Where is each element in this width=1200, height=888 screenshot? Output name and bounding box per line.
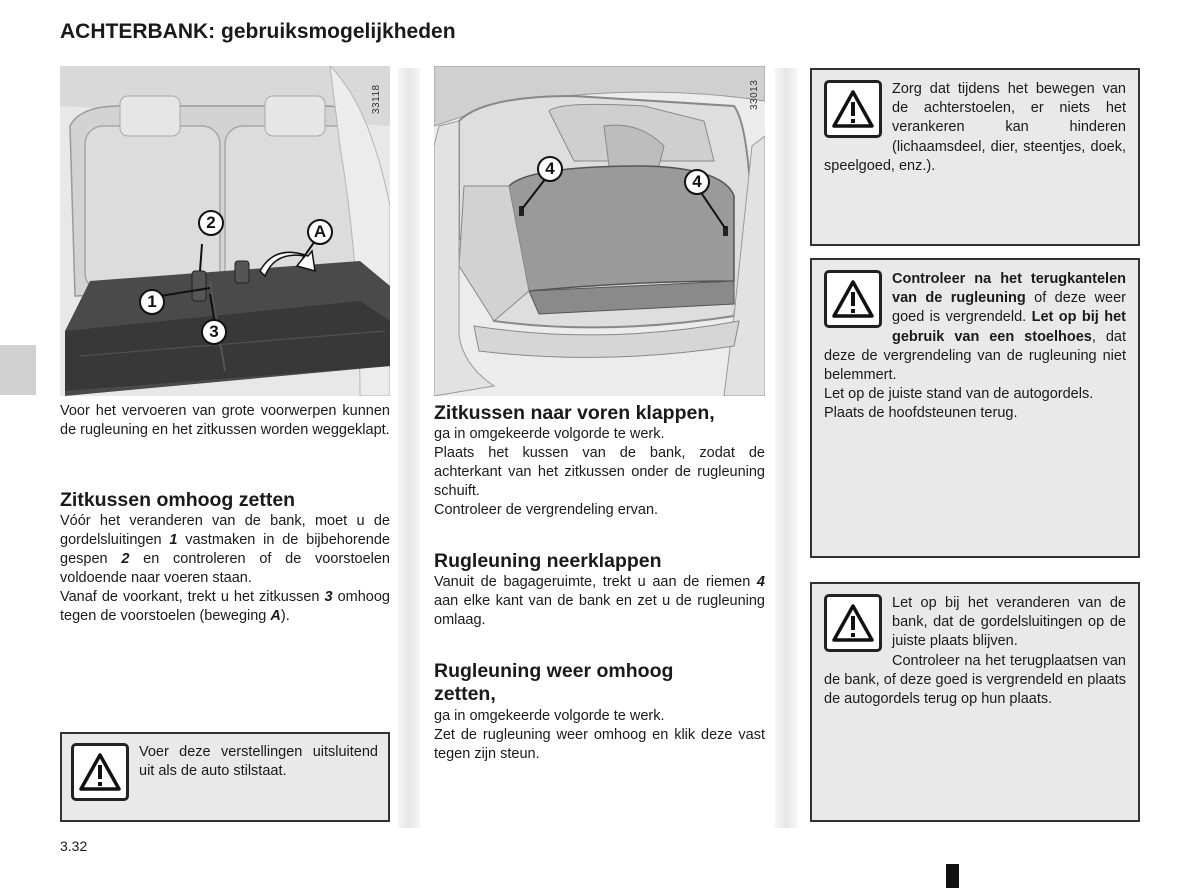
rugleuning-omhoog-body: ga in omgekeerde volgorde te werk. Zet de rugleuning weer omhoog en klik deze vast tegen zijn steun.: [434, 708, 765, 762]
warning-triangle-icon: [824, 270, 882, 328]
rear-bench-illustration: [60, 66, 390, 396]
boot-illustration: [434, 66, 765, 396]
chapter-tab: [0, 345, 36, 395]
callout-4-left: 4: [537, 156, 563, 182]
photo-code: 33013: [749, 79, 760, 110]
page-number: 3.32: [60, 838, 88, 854]
column-gutter-left: [398, 68, 420, 828]
paragraph: Vóór het veranderen van de bank, moet u de gordelsluitingen 1 vastmaken in de bijbehorende gespen 2 en controleren of de voorstoelen voldoende naar voeren staan.: [60, 513, 390, 586]
warning-box-gordels: Let op bij het veranderen van de bank, dat de gordelsluitingen op de juiste plaats blijven. Controleer na het terugplaatsen van de bank, of deze goed is vergrendeld en plaats de autogordels terug op hun plaats.: [810, 582, 1140, 822]
warning-box-bewegen: Zorg dat tijdens het bewegen van de achterstoelen, er niets het verankeren kan hinderen (lichaamsdeel, dier, steentjes, doek, speelgoed, enz.).: [810, 68, 1140, 246]
photo-code: 33118: [371, 84, 382, 114]
heading-zitkussen-voren: Zitkussen naar voren klappen,: [434, 402, 715, 424]
photo-rear-bench: [60, 66, 390, 396]
paragraph: Controleer na het terugkantelen van de rugleuning of deze weer goed is vergrendeld. Let op bij het gebruik van een stoelhoes, dat deze de vergrendeling van de rugleuning niet belemmert.: [824, 271, 1126, 384]
intro-paragraph: Voor het vervoeren van grote voorwerpen kunnen de rugleuning en het zitkussen worden weggeklapt.: [60, 403, 390, 438]
callout-a: A: [307, 219, 333, 245]
heading-zitkussen-omhoog: Zitkussen omhoog zetten: [60, 489, 296, 511]
warning-box-stilstaat: Voer deze verstellingen uitsluitend uit als de auto stilstaat.: [60, 732, 390, 822]
warning-triangle-icon: [824, 80, 882, 138]
callout-2: 2: [198, 210, 224, 236]
heading-rugleuning-omhoog: Rugleuning weer omhoog zetten,: [434, 660, 674, 705]
page-edge-marker: [946, 864, 959, 888]
paragraph: Vanuit de bagageruimte, trekt u aan de riemen 4 aan elke kant van de bank en zet u de rugleuning omlaag.: [434, 574, 765, 628]
rugleuning-neerklappen-body: [434, 573, 765, 630]
callout-1: 1: [139, 289, 165, 315]
callout-4-right: 4: [684, 169, 710, 195]
callout-3: 3: [201, 319, 227, 345]
zitkussen-omhoog-body: [60, 512, 390, 626]
zitkussen-voren-body: ga in omgekeerde volgorde te werk. Plaats het kussen van de bank, zodat de achterkant van het zitkussen onder de rugleuning schuift. Controleer de vergrendeling ervan.: [434, 426, 765, 518]
warning-box-rugleuning: Controleer na het terugkantelen van de rugleuning of deze weer goed is vergrendeld. Let op bij het gebruik van een stoelhoes, dat deze de vergrendeling van de rugleuning niet belemmert. Let op de juiste stand van de autogordels. Plaats de hoofdsteunen terug.: [810, 258, 1140, 558]
heading-rugleuning-neerklappen: Rugleuning neerklappen: [434, 550, 662, 572]
warning-triangle-icon: [71, 743, 129, 801]
photo-boot: [434, 66, 765, 396]
page-title: ACHTERBANK: gebruiksmogelijkheden: [60, 20, 456, 43]
warning-triangle-icon: [824, 594, 882, 652]
paragraph: Vanaf de voorkant, trekt u het zitkussen 3 omhoog tegen de voorstoelen (beweging A).: [60, 589, 391, 624]
column-gutter-right: [775, 68, 797, 828]
